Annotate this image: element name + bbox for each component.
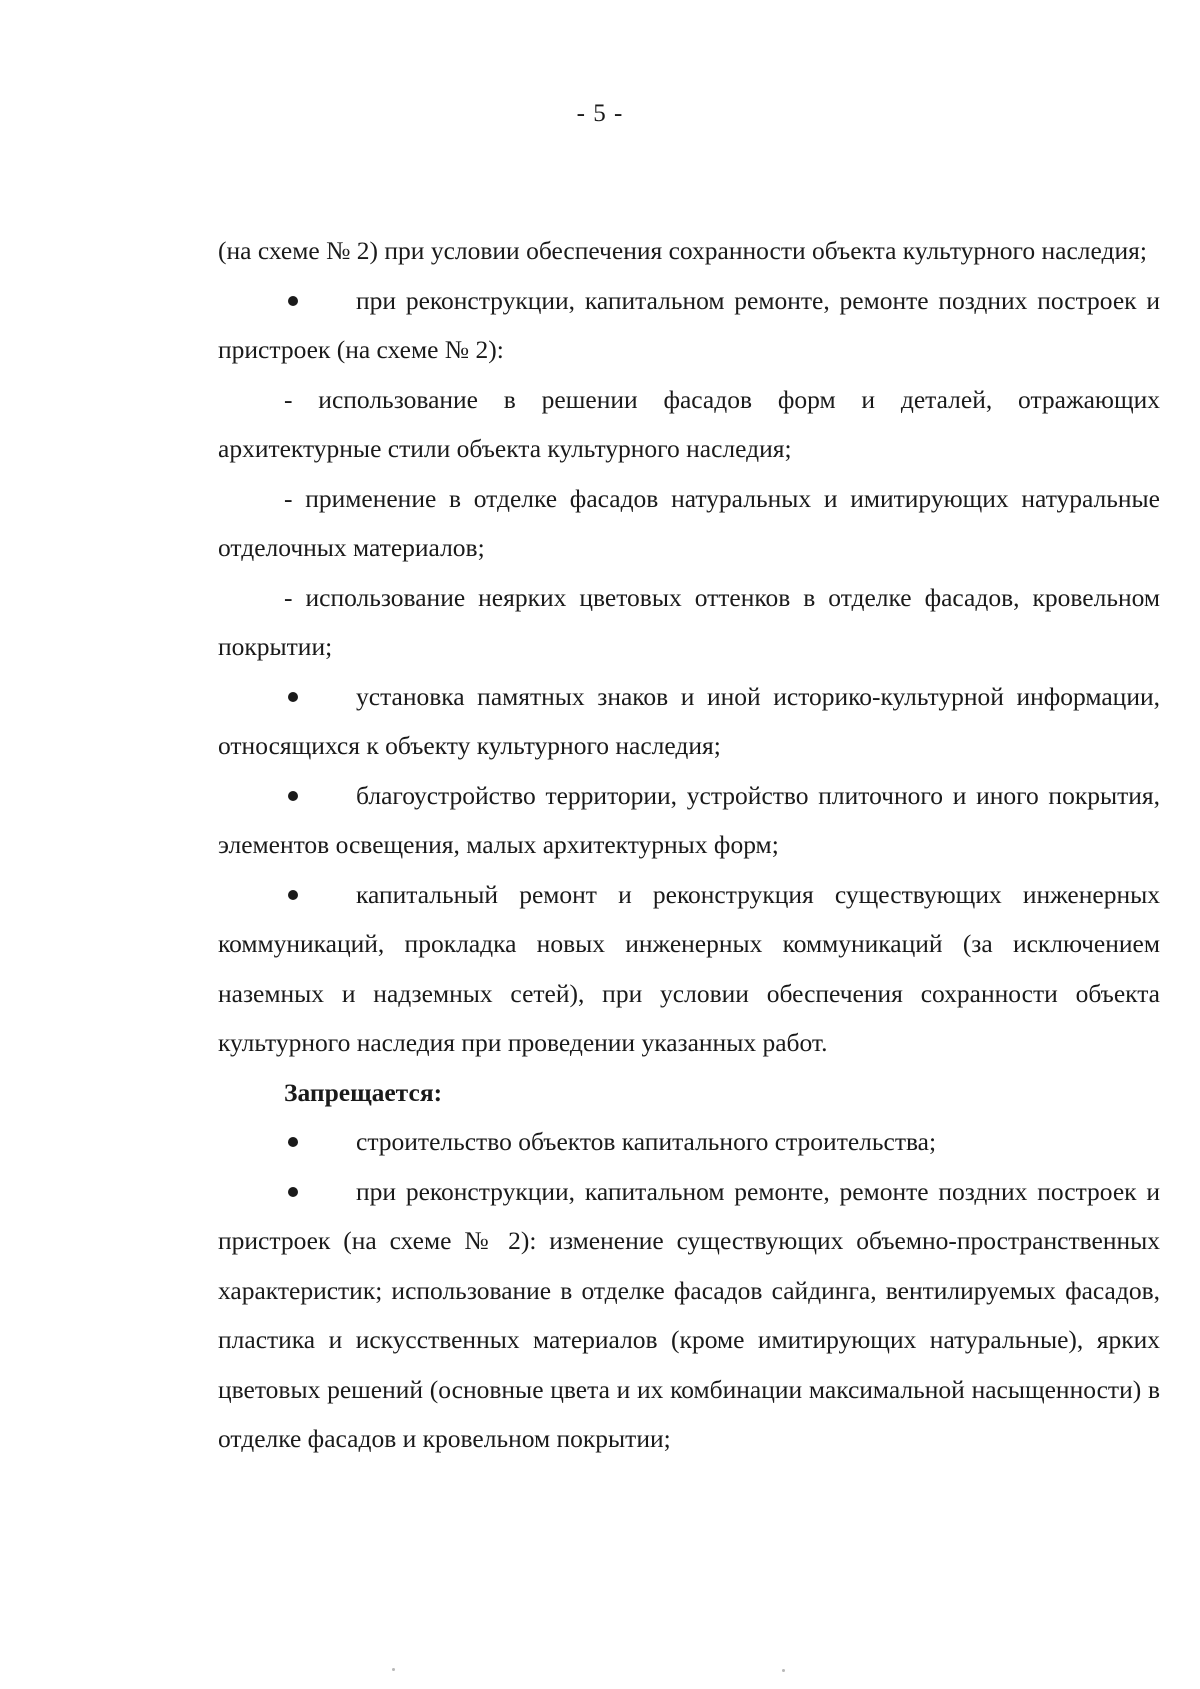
paragraph-continuation: (на схеме № 2) при условии обеспечения сохранности объекта культурного наследия; bbox=[218, 236, 1147, 265]
section-heading-prohibited: Запрещается: bbox=[284, 1077, 443, 1107]
bullet-item-landscaping bbox=[218, 771, 1160, 870]
bullet-icon bbox=[288, 296, 298, 306]
bullet-text: строительство объектов капитального строительства; bbox=[356, 1127, 937, 1156]
bullet-item-construction-prohibited bbox=[218, 1117, 1160, 1167]
bullet-icon bbox=[288, 1137, 298, 1147]
bullet-text: капитальный ремонт и реконструкция существующих инженерных коммуникаций, прокладка новых инженерных коммуникаций (за исключением наземных и надземных сетей), при условии обеспечения сохранности объекта культурного наследия при проведении указанных работ. bbox=[218, 879, 1160, 1057]
bullet-icon bbox=[288, 1187, 298, 1197]
dash-item-facade-forms: - использование в решении фасадов форм и деталей, отражающих архитектурные стили объекта культурного наследия; bbox=[218, 384, 1160, 463]
bullet-icon bbox=[288, 692, 298, 702]
scan-speck bbox=[782, 1669, 785, 1672]
bullet-item-reconstruction-permitted bbox=[218, 276, 1160, 375]
bullet-text: при реконструкции, капитальном ремонте, ремонте поздних построек и пристроек (на схеме № 2): bbox=[218, 285, 1160, 364]
bullet-item-memorial-signs bbox=[218, 672, 1160, 771]
dash-item-muted-colors: - использование неярких цветовых оттенков в отделке фасадов, кровельном покрытии; bbox=[218, 582, 1160, 661]
bullet-icon bbox=[288, 890, 298, 900]
bullet-item-reconstruction-prohibited bbox=[218, 1167, 1160, 1464]
bullet-text: установка памятных знаков и иной историко-культурной информации, относящихся к объекту культурного наследия; bbox=[218, 681, 1160, 760]
bullet-text: при реконструкции, капитальном ремонте, ремонте поздних построек и пристроек (на схеме № 2): изменение существующих объемно-пространственных характеристик; использование в отделке фасадов сайдинга, вентилируемых фасадов, пластика и искусственных материалов (кроме имитирующих натуральные), ярких цветовых решений (основные цвета и их комбинации максимальной насыщенности) в отделке фасадов и кровельном покрытии; bbox=[218, 1176, 1160, 1453]
bullet-icon bbox=[288, 791, 298, 801]
scan-speck bbox=[392, 1668, 395, 1671]
document-body bbox=[218, 226, 1160, 1464]
dash-item-natural-materials: - применение в отделке фасадов натуральных и имитирующих натуральные отделочных материалов; bbox=[218, 483, 1160, 562]
page-number: - 5 - bbox=[576, 100, 624, 127]
bullet-item-utilities bbox=[218, 870, 1160, 1068]
bullet-text: благоустройство территории, устройство плиточного и иного покрытия, элементов освещения, малых архитектурных форм; bbox=[218, 780, 1160, 859]
